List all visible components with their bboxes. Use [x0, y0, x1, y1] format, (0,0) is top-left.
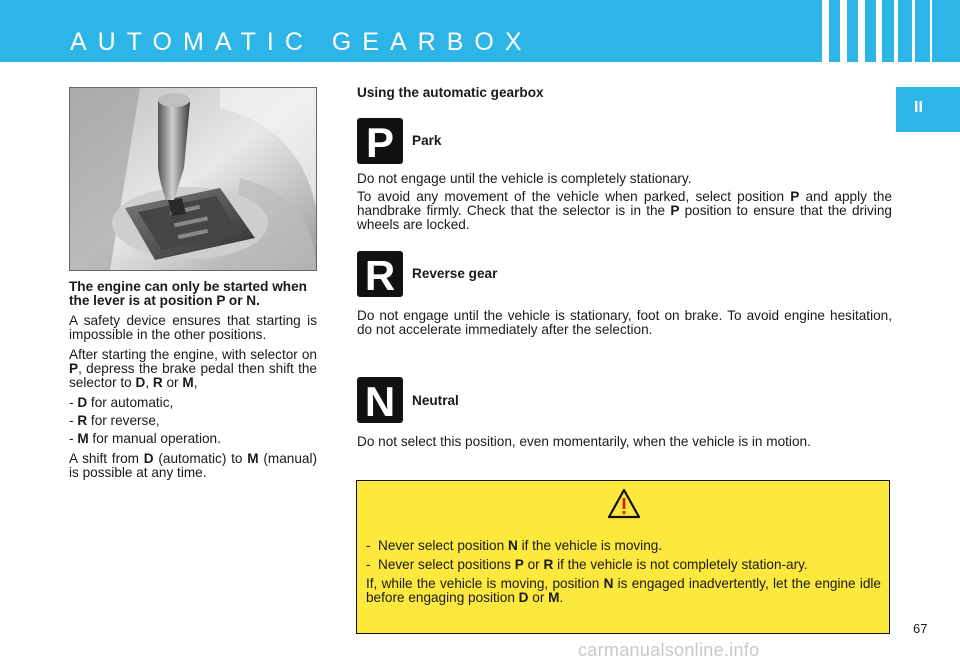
warning-paragraph: If, while the vehicle is moving, position N is engaged inadvertently, let the engine idle before engaging position D or M.	[366, 576, 881, 605]
warning-box	[356, 480, 890, 634]
chapter-tab[interactable]	[896, 87, 960, 132]
mode-text-m: for manual operation.	[88, 431, 221, 446]
mode-key-d: D	[77, 395, 88, 410]
warning-bullet-1: - Never select position N if the vehicle is moving.	[366, 538, 663, 553]
page-header	[0, 0, 960, 62]
neutral-label: Neutral	[412, 393, 459, 408]
park-text-2: To avoid any movement of the vehicle when parked, select position P and apply the handbrake firmly. Check that the selector is in the P position to ensure that the driving wheels are locked.	[357, 189, 893, 232]
left-column	[69, 280, 317, 486]
mode-item-d: - D for automatic,	[69, 395, 174, 410]
park-label: Park	[412, 133, 442, 148]
after-start-text: After starting the engine, with selector on P, depress the brake pedal then shift the selector to D, R or M,	[69, 347, 317, 390]
park-text-1: Do not engage until the vehicle is completely stationary.	[357, 171, 692, 186]
mode-item-r: - R for reverse,	[69, 413, 160, 428]
watermark: carmanualsonline.info	[578, 640, 760, 660]
neutral-n-icon	[357, 377, 403, 423]
reverse-r-icon	[357, 251, 403, 297]
safety-device-text: A safety device ensures that starting is impossible in the other positions.	[69, 313, 317, 342]
warning-text	[366, 539, 881, 610]
section-heading: Using the automatic gearbox	[357, 85, 544, 100]
page-title: AUTOMATIC GEARBOX	[70, 28, 533, 56]
warning-triangle-icon	[607, 488, 641, 520]
gear-lever-image	[70, 88, 316, 270]
shift-note-text: A shift from D (automatic) to M (manual) is possible at any time.	[69, 451, 317, 480]
reverse-label: Reverse gear	[412, 266, 498, 281]
park-p-icon	[357, 118, 403, 164]
mode-text-r: for reverse,	[87, 413, 160, 428]
page-number: 67	[913, 621, 928, 636]
chapter-tab-label: II	[914, 99, 923, 116]
neutral-icon-letter: N	[364, 378, 396, 423]
reverse-text: Do not engage until the vehicle is stationary, foot on brake. To avoid engine hesitation, do not accelerate immediately after the selection.	[357, 308, 892, 337]
mode-key-m: M	[77, 431, 89, 446]
mode-text-d: for automatic,	[87, 395, 174, 410]
start-condition-text: The engine can only be started when the lever is at position P or N.	[69, 279, 307, 308]
neutral-text: Do not select this position, even momentarily, when the vehicle is in motion.	[357, 434, 811, 449]
park-icon-letter: P	[365, 119, 395, 164]
mode-key-r: R	[77, 413, 88, 428]
mode-item-m: - M for manual operation.	[69, 431, 221, 446]
warning-bullet-2: - Never select positions P or R if the vehicle is not completely station-ary.	[366, 557, 808, 572]
gear-selector-photo	[69, 87, 317, 271]
reverse-icon-letter: R	[364, 252, 396, 297]
